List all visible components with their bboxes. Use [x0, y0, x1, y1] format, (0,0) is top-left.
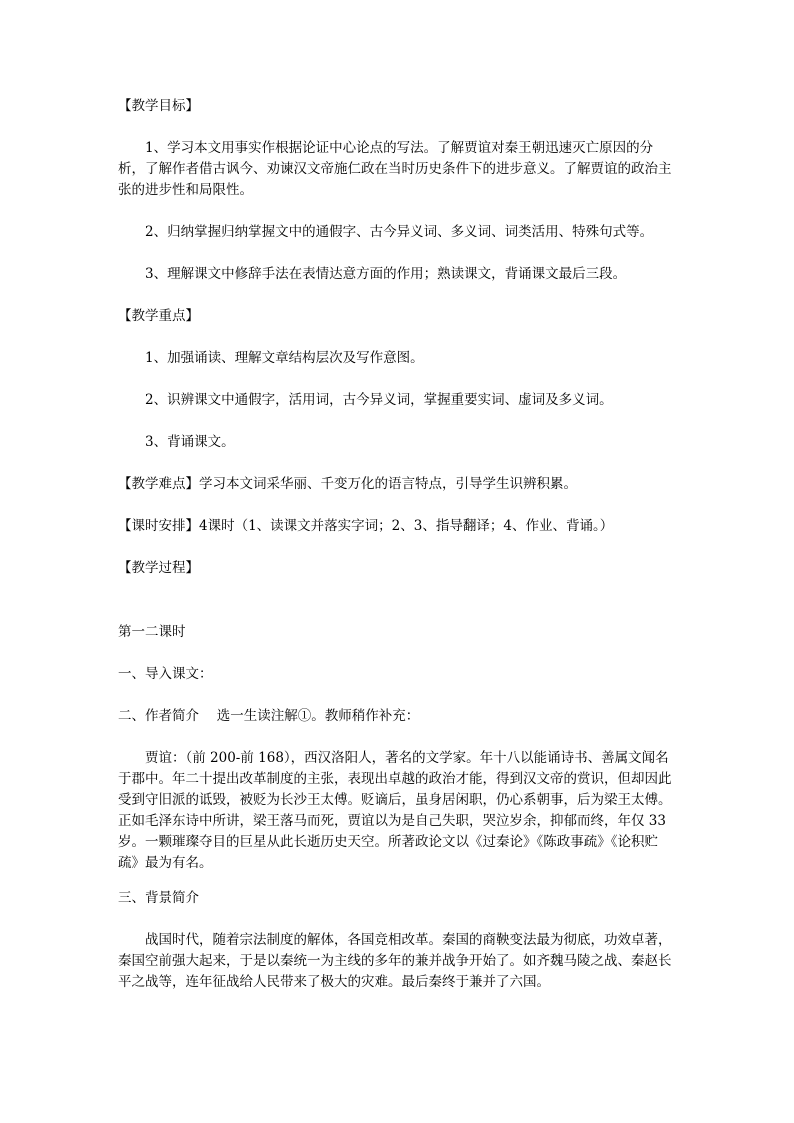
goal-item-3: 3、理解课文中修辞手法在表情达意方面的作用；熟读课文，背诵课文最后三段。	[145, 266, 627, 282]
difficulty-line: 【教学难点】学习本文词采华丽、千变万化的语言特点，引导学生识辨积累。	[118, 476, 577, 492]
goals-heading: 【教学目标】	[118, 98, 199, 114]
goal-item-1: 1、学习本文用事实作根据论证中心论点的写法。了解贾谊对秦王朝迅速灭亡原因的分析，了解作者借古讽今、劝谏汉文帝施仁政在当时历史条件下的进步意义。了解贾谊的政治主张的进步性和局限性。	[118, 140, 672, 198]
author-bio: 贾谊：（前 200-前 168），西汉洛阳人，著名的文学家。年十八以能诵诗书、善属文闻名于郡中。年二十提出改革制度的主张，表现出卓越的政治才能，得到汉文帝的赏识，但却因此受到守旧派的诋毁，被贬为长沙王太傅。贬谪后，虽身居闲职，仍心系朝事，后为梁王太傅。正如毛泽东诗中所讲，梁王落马而死，贾谊以为是自己失职，哭泣岁余，抑郁而终，年仅 33 岁。一颗璀璨夺目的巨星从此长逝历史天空。所著政论文以《过秦论》《陈政事疏》《论积贮疏》最为有名。	[118, 750, 672, 871]
process-heading: 【教学过程】	[118, 560, 199, 576]
focus-item-2: 2、识辨课文中通假字，活用词，古今异义词，掌握重要实词、虚词及多义词。	[145, 392, 613, 408]
step-author: 二、作者简介 选一生读注解①。教师稍作补充：	[118, 708, 420, 724]
background-text: 战国时代，随着宗法制度的解体，各国竞相改革。秦国的商鞅变法最为彻底，功效卓著，秦国空前强大起来，于是以秦统一为主线的多年的兼并战争开始了。如齐魏马陵之战、秦赵长平之战等，连年征战给人民带来了极大的灾难。最后秦终于兼并了六国。	[118, 932, 672, 990]
focus-heading: 【教学重点】	[118, 308, 199, 324]
lesson-title: 第一二课时	[118, 624, 186, 640]
step-intro: 一、导入课文：	[118, 666, 213, 682]
goal-item-2: 2、归纳掌握归纳掌握文中的通假字、古今异义词、多义词、词类活用、特殊句式等。	[145, 224, 654, 240]
schedule-line: 【课时安排】4课时（1、读课文并落实字词；2、3、指导翻译；4、作业、背诵。）	[118, 518, 614, 534]
focus-item-3: 3、背诵课文。	[145, 434, 235, 450]
step-background: 三、背景简介	[118, 890, 199, 906]
focus-item-1: 1、加强诵读、理解文章结构层次及写作意图。	[145, 350, 424, 366]
